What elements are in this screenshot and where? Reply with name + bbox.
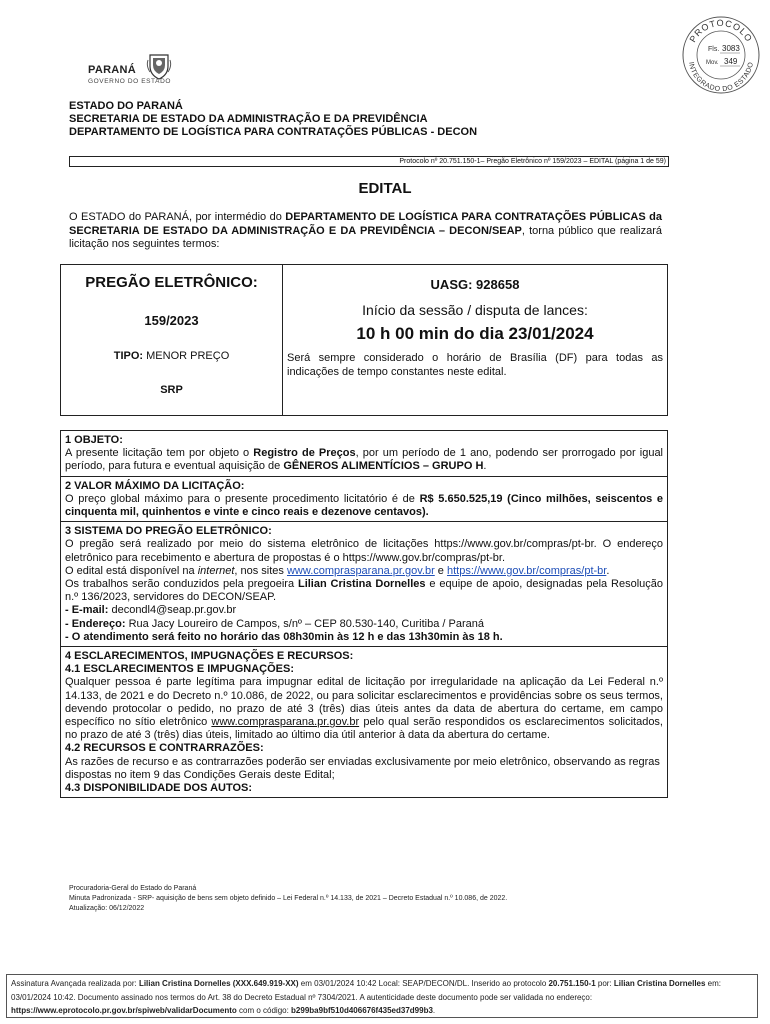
- header-line-state: ESTADO DO PARANÁ: [69, 100, 183, 112]
- tipo-label: TIPO:: [113, 350, 144, 362]
- document-header: [69, 100, 669, 139]
- contact-email: [65, 604, 663, 617]
- bold-text: R$ 5.650.525,19 (Cinco milhões, seiscentos e cinquenta mil, quinhentos e vinte e cinco reais e dezenove centavos).: [65, 492, 663, 519]
- protocol-reference: Protocolo nº 20.751.150-1– Pregão Eletrônico nº 159/2023 – EDITAL (página 1 de 59): [69, 156, 669, 167]
- text: .: [483, 460, 487, 473]
- section-heading: 3 SISTEMA DO PREGÃO ELETRÔNICO:: [65, 525, 272, 538]
- pregao-title: PREGÃO ELETRÔNICO:: [85, 274, 258, 291]
- footer-line-2: Minuta Padronizada - SRP- aquisição de bens sem objeto definido – Lei Federal n.º 14.133, de 2021 – Decreto Estadual n.º 10.086, de 2022.: [69, 895, 508, 902]
- session-start-label: Início da sessão / disputa de lances:: [362, 302, 588, 318]
- page-footer: [69, 884, 669, 914]
- email-label: - E-mail:: [65, 604, 109, 617]
- text: O edital está disponível na: [65, 564, 198, 577]
- section-heading: 2 VALOR MÁXIMO DA LICITAÇÃO:: [65, 479, 245, 492]
- timezone-note: Será sempre considerado o horário de Brasília (DF) para todas as indicações de tempo constantes neste edital.: [287, 352, 663, 378]
- section-body: [65, 676, 663, 742]
- section-valor-maximo: [61, 477, 667, 523]
- intro-text-1: O ESTADO do PARANÁ, por intermédio do: [69, 211, 286, 223]
- pregao-srp: SRP: [160, 384, 183, 396]
- text: e equipe de apoio, designadas pela Resolução n.º 136/2023, servidores do DECON/SEAP.: [65, 578, 663, 604]
- atendimento-hours: - O atendimento será feito no horário das 08h30min às 12 h e das 13h30min às 18 h.: [65, 630, 503, 643]
- uasg-code: UASG: 928658: [430, 277, 520, 292]
- text: por:: [595, 979, 614, 988]
- text: e: [434, 564, 447, 577]
- stamp-fls-value: 3083: [722, 44, 740, 53]
- subsection-heading: 4.1 ESCLARECIMENTOS E IMPUGNAÇÕES:: [65, 663, 294, 676]
- text: , por um período de 1 ano, podendo ser prorrogado por igual período, para futura e eventual aquisição de: [65, 447, 664, 473]
- text: Os trabalhos serão conduzidos pela pregoeira: [65, 578, 298, 591]
- page-title: EDITAL: [358, 180, 412, 197]
- section-body: [65, 565, 663, 578]
- protocol-stamp: [680, 14, 762, 96]
- bold-text: Registro de Preços: [253, 447, 356, 460]
- section-body: O pregão será realizado por meio do sistema eletrônico de licitações https://www.gov.br/compras/pt-br. O endereço eletrônico para recebimento e abertura de propostas é o https://www.gov.br/compras/pt-br.: [65, 538, 663, 564]
- text: em 03/01/2024 10:42 Local: SEAP/DECON/DL. Inserido ao protocolo: [298, 979, 549, 988]
- text: Assinatura Avançada realizada por:: [11, 979, 139, 988]
- header-line-department: DEPARTAMENTO DE LOGÍSTICA PARA CONTRATAÇÕES PÚBLICAS - DECON: [69, 126, 478, 138]
- header-line-secretariat: SECRETARIA DE ESTADO DA ADMINISTRAÇÃO E DA PREVIDÊNCIA: [69, 113, 428, 125]
- pregao-number: 159/2023: [144, 313, 199, 328]
- text: Qualquer pessoa é parte legítima para impugnar edital de licitação por irregularidade na aplicação da Lei Federal n.º 14.133, de 2021 e do Decreto n.º 10.086, de 2022, ou para solicitar esclarecimentos e providências sobre os seus termos, devendo protocolar o pedido, no prazo de até 3 (três) dias úteis antes da data de abertura do certame, em campo específico no sítio eletrônico: [65, 676, 663, 729]
- tipo-value: MENOR PREÇO: [143, 350, 230, 362]
- address-label: - Endereço:: [65, 617, 126, 630]
- logo-name: PARANÁ: [88, 64, 137, 76]
- link-comprasparana[interactable]: www.comprasparana.pr.gov.br: [211, 716, 360, 729]
- session-datetime: 10 h 00 min do dia 23/01/2024: [356, 324, 594, 343]
- stamp-mov-label: Mov.: [706, 60, 719, 66]
- italic-text: internet: [197, 564, 235, 577]
- signer-name: Lilian Cristina Dornelles: [613, 979, 706, 988]
- footer-line-3: Atualização: 06/12/2022: [69, 905, 145, 912]
- section-body: [65, 447, 663, 473]
- signature-block: [6, 974, 758, 1018]
- parana-logo: [86, 52, 196, 88]
- stamp-ring-bottom: INTEGRADO DO ESTADO: [687, 61, 755, 94]
- text: A presente licitação tem por objeto o: [65, 447, 254, 460]
- footer-line-1: Procuradoria-Geral do Estado do Paraná: [69, 885, 197, 892]
- text: .: [606, 564, 610, 577]
- text: com o código:: [236, 1006, 292, 1015]
- text: pelo qual serão respondidos os esclarecimentos solicitados, no prazo de até 3 (três) dias úteis, limitado ao último dia útil anterior à data da abertura do certame.: [65, 716, 663, 742]
- pregao-summary-box: [60, 264, 668, 416]
- edital-sections: [60, 430, 668, 798]
- section-body: [65, 493, 663, 519]
- subsection-heading: 4.3 DISPONIBILIDADE DOS AUTOS:: [65, 782, 253, 795]
- stamp-mov-value: 349: [724, 57, 738, 66]
- section-body: [65, 578, 663, 604]
- text: .: [432, 1006, 436, 1015]
- coat-of-arms-icon: [146, 52, 172, 80]
- signer-name: Lilian Cristina Dornelles (XXX.649.919-XX): [138, 979, 299, 988]
- section-esclarecimentos: [61, 647, 667, 797]
- stamp-fls-label: Fls.: [708, 46, 720, 53]
- validation-url[interactable]: https://www.eprotocolo.pr.gov.br/spiweb/validarDocumento: [11, 1006, 237, 1015]
- section-objeto: [61, 431, 667, 477]
- protocol-number: 20.751.150-1: [548, 979, 596, 988]
- text: em: 03/01/2024 10:42. Documento assinado nos termos do Art. 38 do Decreto Estadual nº 7304/2021. A autenticidade deste documento pode ser validada no endereço:: [11, 979, 722, 1002]
- link-comprasparana[interactable]: www.comprasparana.pr.gov.br: [286, 564, 435, 577]
- contact-address: [65, 618, 663, 631]
- bold-text: GÊNEROS ALIMENTÍCIOS – GRUPO H: [283, 460, 484, 473]
- text: O preço global máximo para o presente procedimento licitatório é de: [65, 492, 420, 505]
- logo-subtitle: GOVERNO DO ESTADO: [88, 78, 172, 85]
- validation-code: b299ba9bf510d406676f435ed37d99b3: [291, 1006, 433, 1015]
- intro-paragraph: [69, 211, 662, 252]
- section-heading: 4 ESCLARECIMENTOS, IMPUGNAÇÕES E RECURSOS:: [65, 650, 354, 663]
- pregao-tipo: [61, 350, 282, 362]
- intro-text-2: , torna público que realizará licitação nos seguintes termos:: [69, 224, 663, 250]
- intro-bold-department: DEPARTAMENTO DE LOGÍSTICA PARA CONTRATAÇÕES PÚBLICAS da SECRETARIA DE ESTADO DA ADMINISTRAÇÃO E DA PREVIDÊNCIA – DECON/SEAP: [69, 211, 662, 237]
- section-sistema: [61, 522, 667, 647]
- section-heading: 1 OBJETO:: [65, 434, 123, 446]
- subsection-heading: 4.2 RECURSOS E CONTRARRAZÕES:: [65, 742, 264, 755]
- email-value: decondl4@seap.pr.gov.br: [108, 604, 237, 617]
- bold-text: Lilian Cristina Dornelles: [297, 578, 426, 591]
- stamp-ring-top: PROTOCOLO: [687, 17, 755, 45]
- section-body: As razões de recurso e as contrarrazões poderão ser enviadas exclusivamente por meio eletrônico, observando as regras dispostas no item 9 das Condições Gerais deste Edital;: [65, 755, 660, 781]
- text: , nos sites: [234, 564, 287, 577]
- link-gov-compras[interactable]: https://www.gov.br/compras/pt-br: [446, 564, 607, 577]
- address-value: Rua Jacy Loureiro de Campos, s/nº – CEP 80.530-140, Curitiba / Paraná: [125, 617, 484, 630]
